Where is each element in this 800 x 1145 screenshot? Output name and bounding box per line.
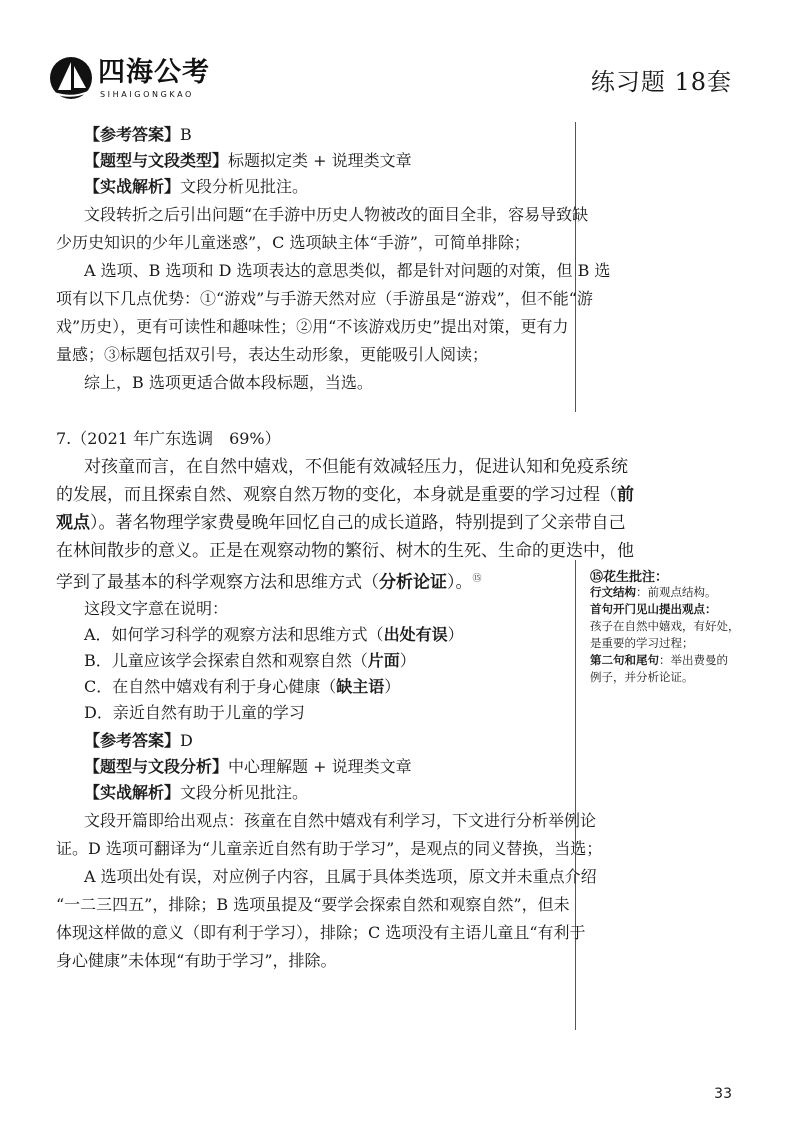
body-line: 文段开篇即给出观点：孩童在自然中嬉戏有利学习，下文进行分析举例论 [84, 811, 597, 830]
passage-text: ）。著名物理学家费曼晚年回忆自己的成长道路，特别提到了父亲带自己 [90, 513, 626, 533]
body-line: 项有以下几点优势：①“游戏”与手游天然对应（手游虽是“游戏”，但不能“游 [56, 289, 593, 308]
option-b [84, 650, 416, 672]
annotation-line: 例子，并分析论证。 [590, 670, 694, 684]
passage-note: 前 [617, 485, 634, 505]
body-line: 身心健康”未体现“有助于学习”，排除。 [56, 951, 337, 970]
annotation-label: 第二句和尾句 [590, 653, 659, 667]
option-note: 缺主语 [336, 677, 385, 696]
option-text: D．亲近自然有助于儿童的学习 [84, 703, 305, 722]
option-tail: ） [399, 651, 416, 670]
answer-line-2 [84, 730, 193, 752]
question-stem: 这段文字意在说明： [84, 599, 229, 618]
sailboat-logo-icon [48, 56, 94, 100]
body-line: 证。D 选项可翻译为“儿童亲近自然有助于学习”，是观点的同义替换，当选； [56, 839, 603, 858]
body-line: A 选项出处有误，对应例子内容，且属于具体类选项，原文并未重点介绍 [84, 867, 597, 886]
type-label: 【题型与文段类型】 [84, 151, 229, 170]
answer-line-1 [84, 124, 192, 146]
annotation-marker: ⑮ [472, 574, 482, 584]
analysis-line-1 [84, 176, 308, 198]
body-line: “一二三四五”，排除；B 选项虽提及“要学会探索自然和观察自然”，但未 [56, 895, 570, 914]
annotation-line: 孩子在自然中嬉戏，有好处， [590, 619, 740, 633]
annotation-label: 行文结构 [590, 585, 636, 599]
question-number: 7.（2021 年广东选调 69%） [56, 429, 281, 448]
type-value: 标题拟定类 + 说理类文章 [228, 151, 412, 170]
annotation-text: ：前观点结构。 [636, 585, 717, 599]
passage-note: 观点 [56, 513, 90, 533]
body-line: 综上，B 选项更适合做本段标题，当选。 [84, 373, 373, 392]
margin-rule-bottom [575, 560, 576, 1030]
body-line: 体现这样做的意义（即有利于学习），排除；C 选项没有主语儿童且“有利于 [56, 923, 586, 942]
passage-note: 分析论证 [379, 572, 447, 593]
answer-label: 【参考答案】 [84, 125, 181, 144]
analysis-label: 【实战解析】 [84, 177, 181, 196]
passage-line: 在林间散步的意义。正是在观察动物的繁衍、树木的生死、生命的更迭中，他 [56, 541, 634, 561]
option-note: 片面 [367, 651, 400, 670]
option-note: 出处有误 [383, 625, 448, 644]
body-line: 文段转折之后引出问题“在手游中历史人物被改的面目全非，容易导致缺 [84, 205, 589, 224]
body-line: 戏”历史），更有可读性和趣味性；②用“不该游戏历史”提出对策，更有力 [56, 317, 569, 336]
type-line-2 [84, 756, 412, 778]
body-line: 少历史知识的少年儿童迷惑”，C 选项缺主体“手游”，可简单排除； [56, 233, 530, 252]
answer-label: 【参考答案】 [84, 731, 181, 750]
option-text: C．在自然中嬉戏有利于身心健康（ [84, 677, 337, 696]
passage-line: 对孩童而言，在自然中嬉戏，不但能有效减轻压力，促进认知和免疫系统 [84, 457, 628, 477]
body-line: A 选项、B 选项和 D 选项表达的意思类似，都是针对问题的对策，但 B 选 [84, 261, 611, 280]
analysis-value: 文段分析见批注。 [180, 177, 309, 196]
passage-line [56, 512, 626, 534]
passage-text: 的发展，而且探索自然、观察自然万物的变化，本身就是重要的学习过程（ [56, 485, 617, 505]
option-tail: ） [447, 625, 464, 644]
annotation-line: 是重要的学习过程； [590, 636, 694, 650]
passage-line [56, 568, 482, 594]
type-label: 【题型与文段分析】 [84, 757, 229, 776]
analysis-line-2 [84, 782, 308, 804]
annotation-text: ：举出费曼的 [659, 653, 728, 667]
option-a [84, 624, 464, 646]
annotation-line: 首句开门见山提出观点： [590, 602, 717, 616]
annotation-heading: ⑮花生批注： [590, 570, 669, 585]
analysis-label: 【实战解析】 [84, 783, 181, 802]
page-title: 练习题 18套 [590, 68, 732, 96]
answer-value: D [180, 731, 193, 750]
passage-text: 学到了最基本的科学观察方法和思维方式（ [56, 572, 379, 593]
option-c [84, 676, 400, 698]
option-tail: ） [384, 677, 401, 696]
body-line: 量感；③标题包括双引号，表达生动形象，更能吸引人阅读； [56, 345, 489, 364]
brand-name: 四海公考 [98, 57, 210, 88]
type-line-1 [84, 150, 412, 172]
page-number: 33 [714, 1086, 732, 1102]
option-d [84, 702, 305, 724]
option-text: B．儿童应该学会探索自然和观察自然（ [84, 651, 368, 670]
answer-value: B [180, 125, 192, 144]
passage-line [56, 484, 634, 506]
passage-text: ）。 [447, 572, 473, 593]
annotation-line [590, 652, 728, 669]
annotation-line [590, 584, 717, 601]
analysis-value: 文段分析见批注。 [180, 783, 309, 802]
type-value: 中心理解题 + 说理类文章 [228, 757, 412, 776]
brand-subtitle: SIHAIGONGKAO [100, 90, 194, 99]
option-text: A．如何学习科学的观察方法和思维方式（ [84, 625, 384, 644]
